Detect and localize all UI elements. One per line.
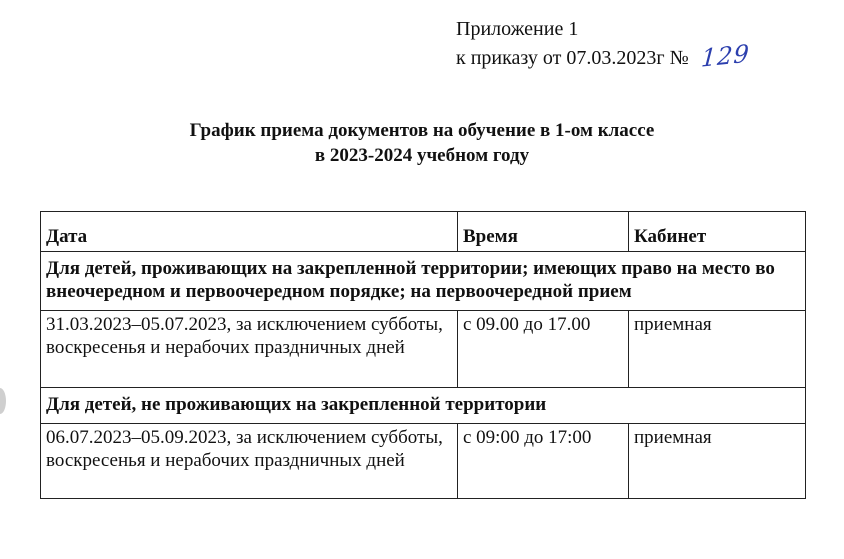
scan-punch-hole-mark (0, 388, 6, 414)
document-title (0, 118, 844, 168)
section-row-nonresidents (41, 388, 806, 424)
appendix-title: Приложение 1 (456, 18, 579, 40)
row1-room: приемная (629, 311, 806, 388)
header-time: Время (458, 212, 629, 252)
table-row (41, 311, 806, 388)
document-title-line1: График приема документов на обучение в 1-ом классе (189, 120, 655, 141)
section-nonresidents-label: Для детей, не проживающих на закрепленной территории (41, 388, 806, 424)
appendix-header (456, 16, 749, 72)
row2-time: с 09:00 до 17:00 (458, 424, 629, 499)
schedule-table (40, 211, 806, 499)
order-reference (456, 39, 751, 73)
table-header-row (41, 212, 806, 252)
section-residents-label: Для детей, проживающих на закрепленной территории; имеющих право на место во внеочередном и первоочередном порядке; на первоочередной прием (41, 252, 806, 311)
section-row-residents (41, 252, 806, 311)
row2-room: приемная (629, 424, 806, 499)
header-room: Кабинет (629, 212, 806, 252)
row1-time: с 09.00 до 17.00 (458, 311, 629, 388)
row1-date: 31.03.2023–05.07.2023, за исключением субботы, воскресенья и нерабочих праздничных дней (41, 311, 458, 388)
handwritten-order-number: 129 (699, 39, 751, 73)
document-title-line2: в 2023-2024 учебном году (314, 145, 530, 166)
header-date: Дата (41, 212, 458, 252)
row2-date: 06.07.2023–05.09.2023, за исключением субботы, воскресенья и нерабочих праздничных дней (41, 424, 458, 499)
table-row (41, 424, 806, 499)
order-reference-text: к приказу от 07.03.2023г № (456, 47, 689, 69)
